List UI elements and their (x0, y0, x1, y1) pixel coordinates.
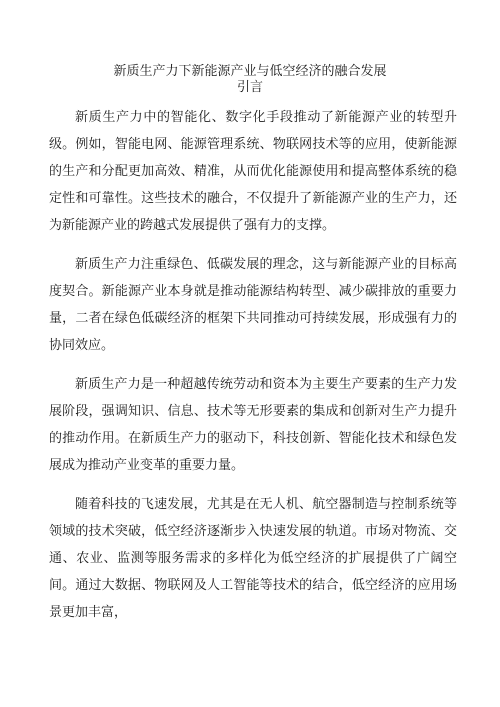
paragraph: 新质生产力中的智能化、数字化手段推动了新能源产业的转型升级。例如，智能电网、能源管理系统、物联网技术等的应用，使新能源的生产和分配更加高效、精准，从而优化能源使用和提高整体系统的稳定性和可靠性。这些技术的融合，不仅提升了新能源产业的生产力，还为新能源产业的跨越式发展提供了强有力的支撑。 (49, 110, 457, 233)
paragraph: 随着科技的飞速发展，尤其是在无人机、航空器制造与控制系统等领域的技术突破，低空经济逐渐步入快速发展的轨道。市场对物流、交通、农业、监测等服务需求的多样化为低空经济的扩展提供了广阔空间。通过大数据、物联网及人工智能等技术的结合，低空经济的应用场景更加丰富， (49, 497, 457, 620)
section-heading: 引言 (236, 80, 263, 95)
paragraph: 新质生产力注重绿色、低碳发展的理念，这与新能源产业的目标高度契合。新能源产业本身就是推动能源结构转型、减少碳排放的重要力量，二者在绿色低碳经济的框架下共同推动可持续发展，形成强有力的协同效应。 (49, 257, 457, 353)
paragraph: 新质生产力是一种超越传统劳动和资本为主要生产要素的生产力发展阶段，强调知识、信息、技术等无形要素的集成和创新对生产力提升的推动作用。在新质生产力的驱动下，科技创新、智能化技术和绿色发展成为推动产业变革的重要力量。 (49, 377, 457, 473)
document-body (49, 104, 457, 638)
document-title: 新质生产力下新能源产业与低空经济的融合发展 (113, 64, 387, 79)
